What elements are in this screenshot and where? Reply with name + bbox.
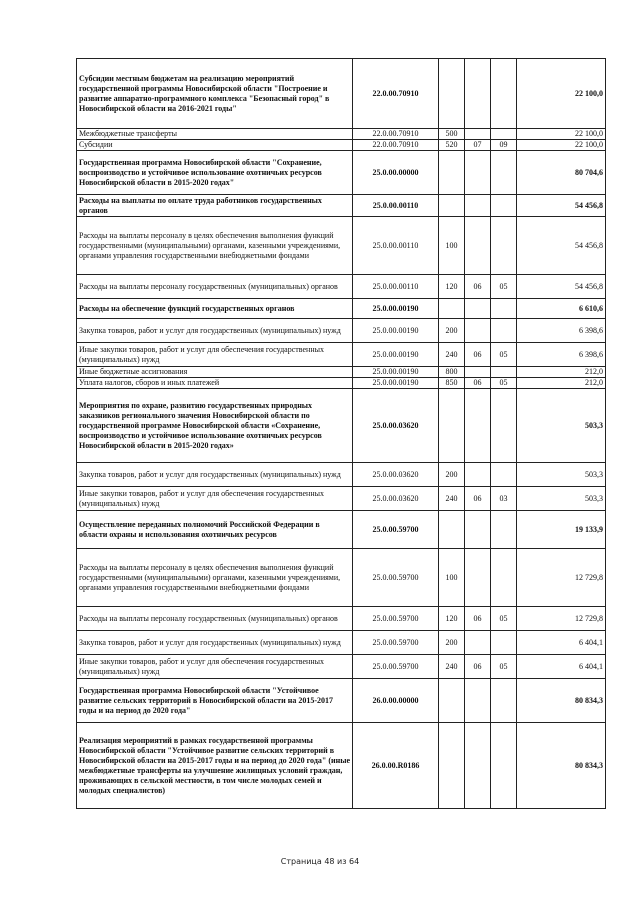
cell-expense-type xyxy=(439,723,465,809)
cell-target-code: 25.0.00.00190 xyxy=(353,319,439,343)
cell-section xyxy=(465,723,491,809)
cell-target-code: 25.0.00.59700 xyxy=(353,511,439,549)
cell-subsection xyxy=(491,679,517,723)
cell-expense-type: 200 xyxy=(439,463,465,487)
cell-amount: 6 610,6 xyxy=(517,299,606,319)
cell-subsection xyxy=(491,549,517,607)
page-number: Страница 48 из 64 xyxy=(280,857,360,866)
cell-subsection xyxy=(491,389,517,463)
table-row xyxy=(77,299,606,319)
cell-name: Иные закупки товаров, работ и услуг для обеспечения государственных (муниципальных) нужд xyxy=(77,655,353,679)
cell-name: Осуществление переданных полномочий Российской Федерации в области охраны и использования охотничьих ресурсов xyxy=(77,511,353,549)
cell-section: 06 xyxy=(465,655,491,679)
cell-section xyxy=(465,367,491,378)
table-row xyxy=(77,59,606,129)
table-row xyxy=(77,151,606,195)
cell-subsection xyxy=(491,151,517,195)
cell-amount: 6 398,6 xyxy=(517,343,606,367)
cell-expense-type: 200 xyxy=(439,319,465,343)
table-row xyxy=(77,389,606,463)
cell-expense-type: 100 xyxy=(439,549,465,607)
cell-amount: 6 404,1 xyxy=(517,655,606,679)
cell-target-code: 25.0.00.00190 xyxy=(353,378,439,389)
cell-amount: 80 704,6 xyxy=(517,151,606,195)
cell-amount: 80 834,3 xyxy=(517,679,606,723)
cell-target-code: 25.0.00.00190 xyxy=(353,343,439,367)
cell-name: Мероприятия по охране, развитию государственных природных заказников регионального значения Новосибирской области по государственной программе Новосибирской области «Сохранение, воспроизводство и устойчивое использование охотничьих ресурсов Новосибирской области в 2015-2020 годах» xyxy=(77,389,353,463)
cell-section xyxy=(465,217,491,275)
cell-subsection xyxy=(491,511,517,549)
cell-amount: 6 404,1 xyxy=(517,631,606,655)
cell-section: 06 xyxy=(465,343,491,367)
cell-expense-type: 200 xyxy=(439,631,465,655)
cell-subsection xyxy=(491,299,517,319)
table-row xyxy=(77,549,606,607)
cell-section xyxy=(465,319,491,343)
cell-section xyxy=(465,195,491,217)
cell-target-code: 25.0.00.00110 xyxy=(353,195,439,217)
cell-subsection xyxy=(491,723,517,809)
cell-target-code: 25.0.00.00190 xyxy=(353,299,439,319)
table-row xyxy=(77,631,606,655)
cell-target-code: 25.0.00.03620 xyxy=(353,463,439,487)
cell-target-code: 25.0.00.03620 xyxy=(353,389,439,463)
cell-amount: 212,0 xyxy=(517,378,606,389)
cell-expense-type: 240 xyxy=(439,487,465,511)
cell-section xyxy=(465,679,491,723)
cell-target-code: 25.0.00.59700 xyxy=(353,655,439,679)
cell-target-code: 25.0.00.00110 xyxy=(353,217,439,275)
cell-amount: 22 100,0 xyxy=(517,140,606,151)
cell-subsection: 09 xyxy=(491,140,517,151)
cell-section: 06 xyxy=(465,275,491,299)
cell-amount: 22 100,0 xyxy=(517,59,606,129)
cell-name: Субсидии xyxy=(77,140,353,151)
cell-target-code: 26.0.00.R0186 xyxy=(353,723,439,809)
cell-target-code: 25.0.00.03620 xyxy=(353,487,439,511)
cell-expense-type: 120 xyxy=(439,275,465,299)
cell-name: Расходы на выплаты персоналу в целях обеспечения выполнения функций государственными (муниципальными) органами, казенными учреждениями, органами управления государственными внебюджетными фондами xyxy=(77,217,353,275)
cell-section: 07 xyxy=(465,140,491,151)
cell-subsection: 03 xyxy=(491,487,517,511)
table-row xyxy=(77,367,606,378)
cell-name: Закупка товаров, работ и услуг для государственных (муниципальных) нужд xyxy=(77,631,353,655)
cell-amount: 80 834,3 xyxy=(517,723,606,809)
cell-expense-type: 120 xyxy=(439,607,465,631)
cell-section: 06 xyxy=(465,378,491,389)
cell-amount: 19 133,9 xyxy=(517,511,606,549)
cell-name: Реализация мероприятий в рамках государственной программы Новосибирской области "Устойчивое развитие сельских территорий в Новосибирской области на 2015-2017 годы и на период до 2020 года" (иные межбюджетные трансферты на улучшение жилищных условий граждан, проживающих в сельской местности, в том числе молодых семей и молодых специалистов) xyxy=(77,723,353,809)
cell-target-code: 25.0.00.00110 xyxy=(353,275,439,299)
cell-target-code: 22.0.00.70910 xyxy=(353,140,439,151)
cell-name: Уплата налогов, сборов и иных платежей xyxy=(77,378,353,389)
cell-amount: 503,3 xyxy=(517,389,606,463)
cell-subsection xyxy=(491,631,517,655)
table-row xyxy=(77,679,606,723)
cell-section xyxy=(465,151,491,195)
cell-name: Иные бюджетные ассигнования xyxy=(77,367,353,378)
cell-section xyxy=(465,511,491,549)
cell-section: 06 xyxy=(465,607,491,631)
table-row xyxy=(77,511,606,549)
cell-section xyxy=(465,299,491,319)
cell-name: Закупка товаров, работ и услуг для государственных (муниципальных) нужд xyxy=(77,463,353,487)
cell-section xyxy=(465,389,491,463)
cell-expense-type xyxy=(439,389,465,463)
table-row xyxy=(77,723,606,809)
cell-name: Расходы на выплаты персоналу в целях обеспечения выполнения функций государственными (муниципальными) органами, казенными учреждениями, органами управления государственными внебюджетными фондами xyxy=(77,549,353,607)
cell-name: Государственная программа Новосибирской области "Сохранение, воспроизводство и устойчивое использование охотничьих ресурсов Новосибирской области в 2015-2020 годах" xyxy=(77,151,353,195)
table-row xyxy=(77,217,606,275)
cell-subsection xyxy=(491,463,517,487)
cell-target-code: 25.0.00.59700 xyxy=(353,631,439,655)
budget-table-body xyxy=(77,59,606,809)
cell-name: Расходы на выплаты персоналу государственных (муниципальных) органов xyxy=(77,275,353,299)
cell-amount: 503,3 xyxy=(517,487,606,511)
table-row xyxy=(77,275,606,299)
cell-subsection xyxy=(491,195,517,217)
cell-amount: 22 100,0 xyxy=(517,129,606,140)
table-row xyxy=(77,607,606,631)
cell-section xyxy=(465,549,491,607)
table-row xyxy=(77,655,606,679)
cell-subsection xyxy=(491,129,517,140)
cell-target-code: 22.0.00.70910 xyxy=(353,129,439,140)
cell-expense-type: 520 xyxy=(439,140,465,151)
table-row xyxy=(77,343,606,367)
cell-subsection: 05 xyxy=(491,275,517,299)
cell-amount: 212,0 xyxy=(517,367,606,378)
table-row xyxy=(77,140,606,151)
cell-name: Иные закупки товаров, работ и услуг для обеспечения государственных (муниципальных) нужд xyxy=(77,487,353,511)
cell-name: Расходы на выплаты персоналу государственных (муниципальных) органов xyxy=(77,607,353,631)
cell-expense-type: 800 xyxy=(439,367,465,378)
cell-name: Закупка товаров, работ и услуг для государственных (муниципальных) нужд xyxy=(77,319,353,343)
cell-name: Иные закупки товаров, работ и услуг для обеспечения государственных (муниципальных) нужд xyxy=(77,343,353,367)
cell-amount: 12 729,8 xyxy=(517,549,606,607)
table-row xyxy=(77,129,606,140)
budget-sheet xyxy=(76,58,605,809)
cell-expense-type xyxy=(439,59,465,129)
cell-amount: 54 456,8 xyxy=(517,195,606,217)
cell-expense-type xyxy=(439,151,465,195)
cell-target-code: 26.0.00.00000 xyxy=(353,679,439,723)
cell-section xyxy=(465,631,491,655)
cell-name: Расходы на выплаты по оплате труда работников государственных органов xyxy=(77,195,353,217)
cell-subsection: 05 xyxy=(491,378,517,389)
cell-subsection: 05 xyxy=(491,655,517,679)
cell-section xyxy=(465,463,491,487)
cell-subsection xyxy=(491,59,517,129)
cell-subsection xyxy=(491,217,517,275)
cell-section: 06 xyxy=(465,487,491,511)
table-row xyxy=(77,378,606,389)
cell-name: Государственная программа Новосибирской области "Устойчивое развитие сельских территорий в Новосибирской области на 2015-2017 годы и на период до 2020 года" xyxy=(77,679,353,723)
cell-target-code: 25.0.00.00190 xyxy=(353,367,439,378)
cell-amount: 503,3 xyxy=(517,463,606,487)
cell-name: Расходы на обеспечение функций государственных органов xyxy=(77,299,353,319)
cell-subsection: 05 xyxy=(491,343,517,367)
table-row xyxy=(77,463,606,487)
cell-expense-type xyxy=(439,679,465,723)
cell-name: Субсидии местным бюджетам на реализацию мероприятий государственной программы Новосибирской области "Построение и развитие аппаратно-программного комплекса "Безопасный город" в Новосибирской области на 2016-2021 годы" xyxy=(77,59,353,129)
cell-section xyxy=(465,59,491,129)
cell-expense-type: 240 xyxy=(439,343,465,367)
cell-expense-type: 850 xyxy=(439,378,465,389)
cell-expense-type xyxy=(439,299,465,319)
cell-target-code: 22.0.00.70910 xyxy=(353,59,439,129)
cell-amount: 12 729,8 xyxy=(517,607,606,631)
cell-expense-type: 500 xyxy=(439,129,465,140)
table-row xyxy=(77,195,606,217)
cell-subsection: 05 xyxy=(491,607,517,631)
cell-amount: 6 398,6 xyxy=(517,319,606,343)
cell-expense-type xyxy=(439,511,465,549)
cell-subsection xyxy=(491,319,517,343)
cell-expense-type xyxy=(439,195,465,217)
cell-name: Межбюджетные трансферты xyxy=(77,129,353,140)
cell-subsection xyxy=(491,367,517,378)
cell-expense-type: 100 xyxy=(439,217,465,275)
cell-expense-type: 240 xyxy=(439,655,465,679)
cell-amount: 54 456,8 xyxy=(517,217,606,275)
table-row xyxy=(77,487,606,511)
cell-target-code: 25.0.00.59700 xyxy=(353,607,439,631)
cell-target-code: 25.0.00.59700 xyxy=(353,549,439,607)
cell-amount: 54 456,8 xyxy=(517,275,606,299)
cell-target-code: 25.0.00.00000 xyxy=(353,151,439,195)
budget-table xyxy=(76,58,606,809)
cell-section xyxy=(465,129,491,140)
table-row xyxy=(77,319,606,343)
